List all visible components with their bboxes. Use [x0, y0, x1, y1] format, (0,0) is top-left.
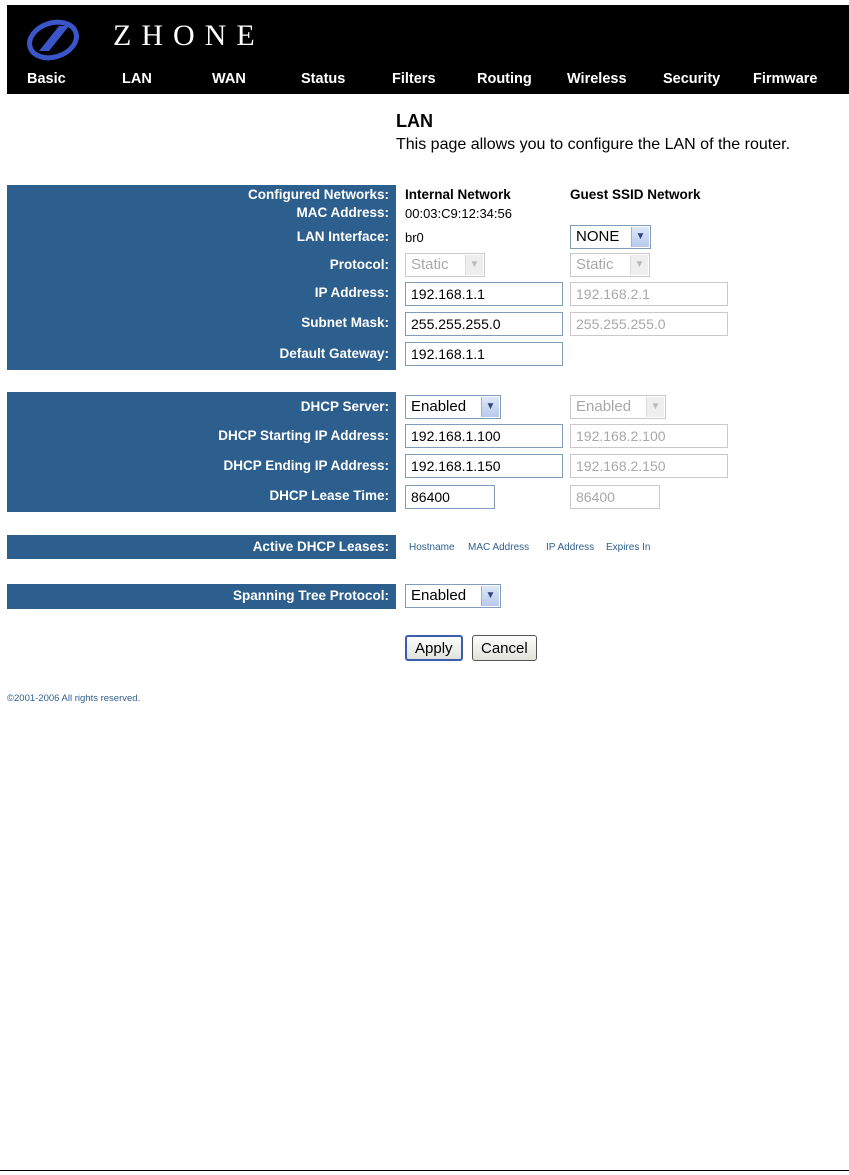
dhcp-server-select[interactable] [405, 395, 501, 419]
nav-status[interactable]: Status [301, 71, 346, 87]
leases-col-ip-address: IP Address [546, 542, 595, 553]
guest-dhcp-end-ip-input: 192.168.2.150 [570, 454, 728, 478]
subnet-mask-label: Subnet Mask: [301, 315, 389, 330]
main-nav [7, 69, 849, 93]
dhcp-end-ip-input[interactable]: 192.168.1.150 [405, 454, 563, 478]
guest-dhcp-server-value: Enabled [576, 398, 632, 415]
footer-copyright: ©2001-2006 All rights reserved. [7, 693, 141, 704]
guest-dhcp-server-select [570, 395, 666, 419]
internal-protocol-value: Static [411, 256, 449, 273]
ip-address-label: IP Address: [314, 285, 389, 300]
configured-networks-label: Configured Networks: [247, 187, 389, 202]
internal-protocol-select [405, 253, 485, 277]
guest-subnet-mask-input: 255.255.255.0 [570, 312, 728, 336]
chevron-down-icon: ▼ [465, 255, 483, 275]
lan-interface-label: LAN Interface: [296, 229, 389, 244]
dhcp-end-ip-label: DHCP Ending IP Address: [223, 458, 389, 473]
leases-col-mac-address: MAC Address [468, 542, 530, 553]
nav-filters[interactable]: Filters [392, 71, 436, 87]
dhcp-server-value: Enabled [411, 398, 467, 415]
nav-wireless[interactable]: Wireless [567, 71, 627, 87]
zhone-logo-icon [25, 18, 81, 62]
nav-firmware[interactable]: Firmware [753, 71, 818, 87]
page-description: This page allows you to configure the LAN of the router. [396, 136, 791, 153]
protocol-label: Protocol: [329, 257, 389, 272]
network-settings-panel [7, 185, 396, 370]
dhcp-lease-time-label: DHCP Lease Time: [269, 488, 389, 503]
guest-protocol-value: Static [576, 256, 614, 273]
active-leases-label: Active DHCP Leases: [252, 539, 389, 554]
nav-security[interactable]: Security [663, 71, 721, 87]
guest-protocol-select [570, 253, 650, 277]
default-gateway-input[interactable]: 192.168.1.1 [405, 342, 563, 366]
dhcp-settings-panel [7, 392, 396, 512]
chevron-down-icon: ▼ [481, 586, 499, 606]
dhcp-server-label: DHCP Server: [300, 399, 389, 414]
guest-dhcp-lease-time-input: 86400 [570, 485, 660, 509]
spanning-tree-value: Enabled [411, 587, 467, 604]
chevron-down-icon: ▼ [646, 397, 664, 417]
spanning-tree-select[interactable] [405, 584, 501, 608]
apply-button[interactable]: Apply [405, 635, 463, 661]
active-leases-panel [7, 535, 396, 559]
cancel-button[interactable]: Cancel [472, 635, 537, 661]
spanning-tree-panel [7, 584, 396, 609]
page-title: LAN [396, 111, 433, 131]
default-gateway-label: Default Gateway: [279, 346, 389, 361]
nav-lan[interactable]: LAN [122, 71, 152, 87]
guest-lan-interface-value: NONE [576, 228, 620, 245]
dhcp-lease-time-input[interactable]: 86400 [405, 485, 495, 509]
guest-network-heading: Guest SSID Network [570, 187, 701, 202]
dhcp-start-ip-label: DHCP Starting IP Address: [218, 428, 389, 443]
leases-col-hostname: Hostname [409, 542, 455, 553]
internal-network-heading: Internal Network [405, 187, 511, 202]
dhcp-start-ip-input[interactable]: 192.168.1.100 [405, 424, 563, 448]
guest-ip-address-input: 192.168.2.1 [570, 282, 728, 306]
mac-address-value: 00:03:C9:12:34:56 [405, 206, 512, 221]
chevron-down-icon: ▼ [481, 397, 499, 417]
leases-col-expires-in: Expires In [606, 542, 651, 553]
chevron-down-icon: ▼ [631, 227, 649, 247]
header-banner [7, 5, 849, 94]
internal-subnet-mask-input[interactable]: 255.255.255.0 [405, 312, 563, 336]
nav-wan[interactable]: WAN [212, 71, 246, 87]
bottom-divider [0, 1170, 849, 1171]
guest-dhcp-start-ip-input: 192.168.2.100 [570, 424, 728, 448]
chevron-down-icon: ▼ [630, 255, 648, 275]
guest-lan-interface-select[interactable] [570, 225, 651, 249]
lan-interface-value: br0 [405, 230, 424, 245]
nav-routing[interactable]: Routing [477, 71, 532, 87]
mac-address-label: MAC Address: [296, 205, 389, 220]
nav-basic[interactable]: Basic [27, 71, 66, 87]
internal-ip-address-input[interactable]: 192.168.1.1 [405, 282, 563, 306]
spanning-tree-label: Spanning Tree Protocol: [232, 588, 389, 603]
brand-name: ZHONE [113, 19, 265, 52]
